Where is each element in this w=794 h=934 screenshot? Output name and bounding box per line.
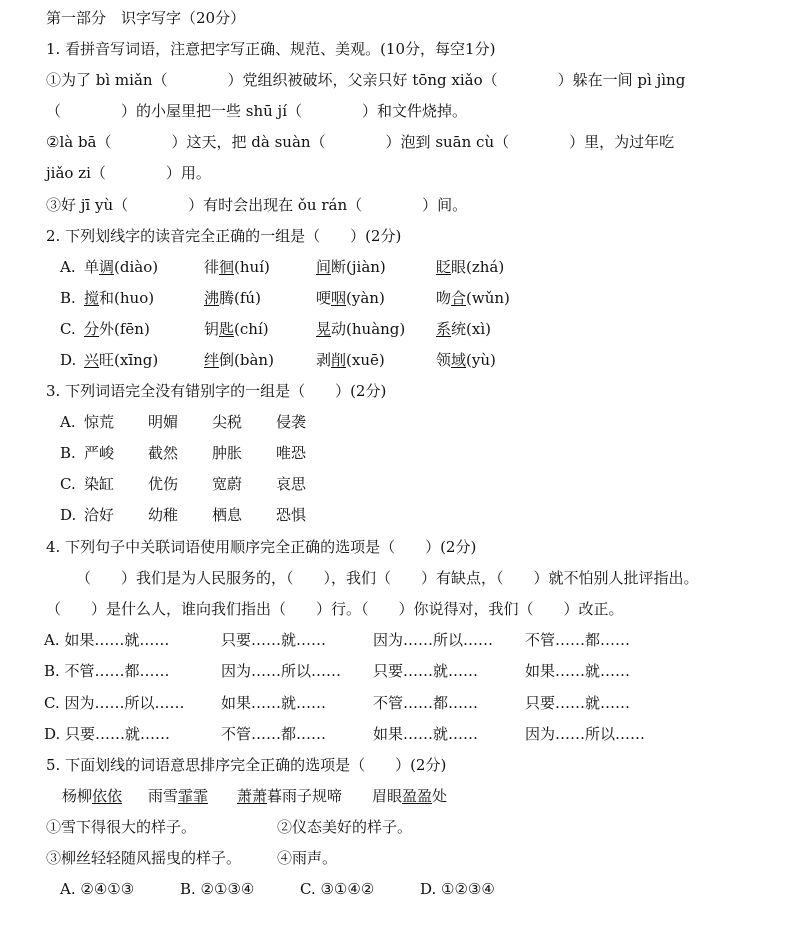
option-choice-1: B. 不管……都……: [44, 662, 170, 680]
q4-sentence-line-1: （ ）我们是为人民服务的，（ ），我们（ ）有缺点，（ ）就不怕别人批评指出。: [76, 569, 699, 587]
q4-option-c: [0, 693, 794, 713]
q3-option-a: [0, 412, 794, 432]
option-label: B.: [60, 444, 81, 462]
q5-word-3: 萧萧暮雨子规啼: [237, 787, 343, 805]
option-word-3: 剥削(xuē): [316, 351, 385, 369]
option-choice-4: 如果……就……: [525, 662, 631, 680]
option-choice-3: 不管……都……: [373, 694, 479, 712]
option-choice-2: 不管……都……: [221, 725, 327, 743]
option-label: C.: [60, 475, 81, 493]
option-word-1: 严峻: [84, 444, 115, 462]
q5-option-b: B. ②①③④: [180, 880, 255, 898]
option-label: B.: [60, 289, 81, 307]
option-choice-4: 不管……都……: [525, 631, 631, 649]
option-word-4: 眨眼(zhá): [436, 258, 505, 276]
q5-meaning-3: ③柳丝轻轻随风摇曳的样子。: [46, 849, 242, 867]
q4-option-a: [0, 630, 794, 650]
option-word-2: 明媚: [148, 413, 179, 431]
option-word-1: 惊荒: [84, 413, 115, 431]
q1-line-4: jiǎo zi（ ）用。: [46, 164, 211, 182]
option-choice-3: 只要……就……: [373, 662, 479, 680]
q5-title: 5. 下面划线的词语意思排序完全正确的选项是（ ）(2分): [46, 756, 447, 774]
option-word-3: 肿胀: [212, 444, 243, 462]
option-word-1: 染缸: [84, 475, 115, 493]
option-choice-2: 因为……所以……: [221, 662, 342, 680]
option-word-4: 吻合(wǔn): [436, 289, 510, 307]
q4-option-d: [0, 724, 794, 744]
option-label: D.: [60, 351, 82, 369]
option-label: A.: [60, 258, 81, 276]
option-word-3: 栖息: [212, 506, 243, 524]
q4-sentence-line-2: （ ）是什么人，谁向我们指出（ ）行。（ ）你说得对，我们（ ）改正。: [46, 600, 624, 618]
q1-line-1: ①为了 bì miǎn（ ）党组织被破坏，父亲只好 tōng xiǎo（ ）躲在一间 pì jìng: [46, 71, 686, 89]
option-word-4: 系统(xì): [436, 320, 491, 338]
q4-option-b: [0, 661, 794, 681]
option-choice-1: A. 如果……就……: [44, 631, 170, 649]
q3-title: 3. 下列词语完全没有错别字的一组是（ ）(2分): [46, 382, 387, 400]
q5-meaning-4: ④雨声。: [277, 849, 338, 867]
q2-title: 2. 下列划线字的读音完全正确的一组是（ ）(2分): [46, 227, 402, 245]
q5-meaning-1: ①雪下得很大的样子。: [46, 818, 197, 836]
q5-words-row: [0, 786, 794, 806]
option-word-1: 单调(diào): [84, 258, 159, 276]
option-choice-4: 因为……所以……: [525, 725, 646, 743]
option-word-4: 哀思: [276, 475, 307, 493]
option-word-2: 徘徊(huí): [204, 258, 270, 276]
option-choice-3: 因为……所以……: [373, 631, 494, 649]
q2-option-b: [0, 288, 794, 308]
q2-option-a: [0, 257, 794, 277]
option-word-3: 间断(jiàn): [316, 258, 386, 276]
option-word-2: 钥匙(chí): [204, 320, 269, 338]
option-word-1: 搅和(huo): [84, 289, 155, 307]
option-word-3: 晃动(huàng): [316, 320, 406, 338]
option-choice-2: 如果……就……: [221, 694, 327, 712]
q5-word-2: 雨雪霏霏: [148, 787, 209, 805]
q4-title: 4. 下列句子中关联词语使用顺序完全正确的选项是（ ）(2分): [46, 538, 477, 556]
section-title: 第一部分 识字写字（20分）: [46, 9, 246, 27]
option-word-3: 哽咽(yàn): [316, 289, 385, 307]
q5-meaning-2: ②仪态美好的样子。: [277, 818, 413, 836]
q3-option-d: [0, 505, 794, 525]
q1-line-2: （ ）的小屋里把一些 shū jí（ ）和文件烧掉。: [46, 102, 468, 120]
option-word-1: 洽好: [84, 506, 115, 524]
option-word-3: 宽蔚: [212, 475, 243, 493]
q1-line-5: ③好 jī yù（ ）有时会出现在 ǒu rán（ ）间。: [46, 196, 468, 214]
option-choice-1: D. 只要……就……: [44, 725, 171, 743]
q2-option-d: [0, 350, 794, 370]
q3-option-b: [0, 443, 794, 463]
q5-option-d: D. ①②③④: [420, 880, 495, 898]
option-word-4: 侵袭: [276, 413, 307, 431]
option-choice-3: 如果……就……: [373, 725, 479, 743]
option-word-2: 绊倒(bàn): [204, 351, 274, 369]
option-word-4: 恐惧: [276, 506, 307, 524]
option-label: D.: [60, 506, 82, 524]
option-label: A.: [60, 413, 81, 431]
option-choice-1: C. 因为……所以……: [44, 694, 185, 712]
option-word-4: 领域(yù): [436, 351, 496, 369]
q5-option-a: A. ②④①③: [60, 880, 135, 898]
option-word-2: 截然: [148, 444, 179, 462]
option-word-1: 兴旺(xīng): [84, 351, 159, 369]
q1-title: 1. 看拼音写词语，注意把字写正确、规范、美观。(10分，每空1分): [46, 40, 496, 58]
q1-line-3: ②là bā（ ）这天，把 dà suàn（ ）泡到 suān cù（ ）里，为过年吃: [46, 133, 675, 151]
q5-option-c: C. ③①④②: [300, 880, 375, 898]
option-word-1: 分外(fēn): [84, 320, 150, 338]
q5-word-1: 杨柳依依: [62, 787, 123, 805]
q2-option-c: [0, 319, 794, 339]
q5-options-row: [0, 879, 794, 899]
option-label: C.: [60, 320, 81, 338]
option-choice-2: 只要……就……: [221, 631, 327, 649]
option-choice-4: 只要……就……: [525, 694, 631, 712]
q3-option-c: [0, 474, 794, 494]
option-word-4: 唯恐: [276, 444, 307, 462]
q5-word-4: 眉眼盈盈处: [372, 787, 448, 805]
option-word-2: 沸腾(fú): [204, 289, 261, 307]
option-word-2: 幼稚: [148, 506, 179, 524]
option-word-3: 尖税: [212, 413, 243, 431]
option-word-2: 优伤: [148, 475, 179, 493]
